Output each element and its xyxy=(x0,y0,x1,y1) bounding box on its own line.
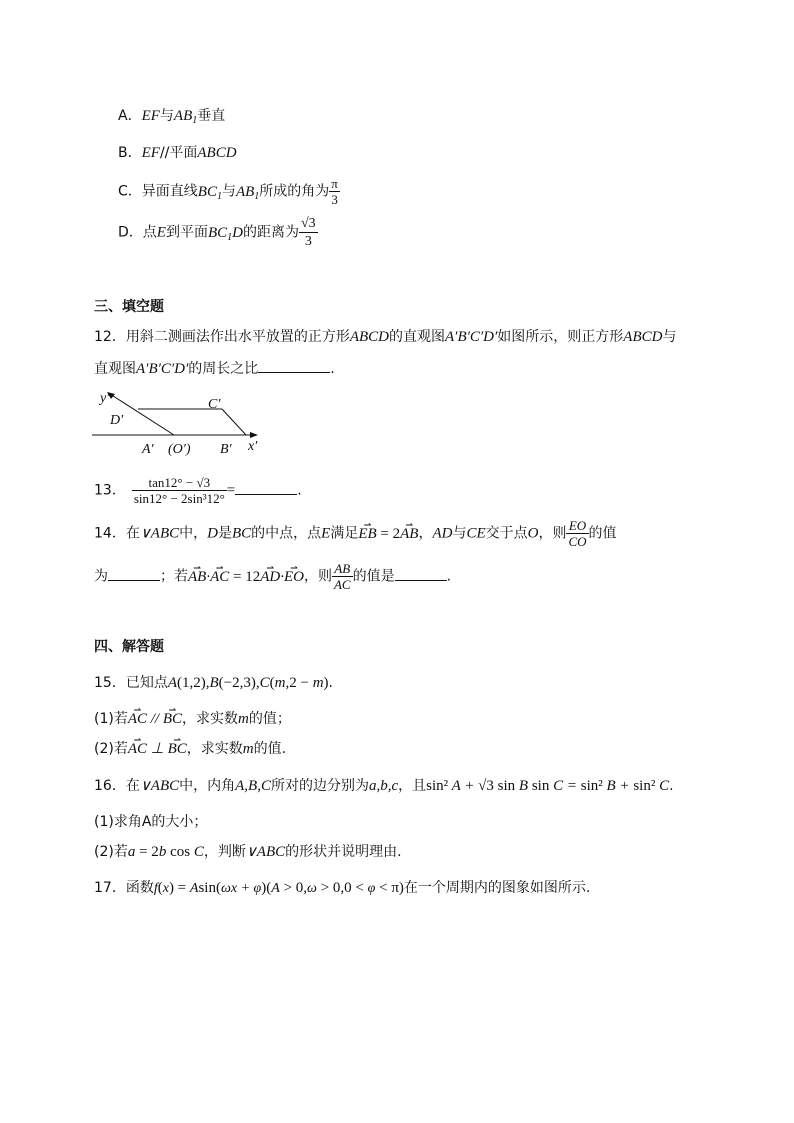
math-sine-equation: sin² A + √3 sin B sin C = sin² B + sin² C xyxy=(426,778,670,794)
q12-period: . xyxy=(330,361,335,377)
math-m: m xyxy=(242,741,254,757)
math-bc: BC xyxy=(231,525,252,542)
label-a-prime: A′ xyxy=(142,442,154,457)
q12-text: 的直观图 xyxy=(389,329,445,345)
frac-numerator: √3 xyxy=(300,216,316,231)
math-ce: CE xyxy=(466,525,486,542)
q12-line1 xyxy=(94,327,676,347)
q16-part1: (1)求角A的大小； xyxy=(94,814,208,830)
fraction-sqrt3-over-3 xyxy=(299,215,318,250)
math-apbpcpdp: A′B′C′D′ xyxy=(445,329,498,345)
answer-blank[interactable] xyxy=(258,358,330,373)
edge-c-b xyxy=(222,409,246,435)
q14-period: . xyxy=(446,568,452,585)
q16-text: . xyxy=(669,778,674,794)
option-b xyxy=(118,143,237,163)
math-ef: EF xyxy=(141,108,160,124)
math-ac-parallel-bc: ⇀ AC // ⇀ BC xyxy=(128,711,182,727)
q15-text: 15．已知点 xyxy=(94,675,168,691)
q14-text: 是 xyxy=(217,525,232,542)
section-title-fill-blank: 三、填空题 xyxy=(94,299,164,315)
q13-equals: = xyxy=(226,482,236,499)
math-function-def: f(x) = Asin(ωx + φ)(A > 0,ω > 0,0 < φ < π) xyxy=(153,880,404,896)
q14-text: 的值 xyxy=(588,525,617,542)
q14-text: 的值是 xyxy=(352,568,395,585)
q15-line1 xyxy=(94,673,333,693)
option-d-mid: 到平面 xyxy=(165,224,208,241)
q15-text: (2)若 xyxy=(94,741,128,757)
section-title-solutions: 四、解答题 xyxy=(94,639,164,655)
math-bc1: $BC_1$ xyxy=(197,183,222,202)
frac-numerator: π xyxy=(331,176,338,191)
x-axis-arrow-icon xyxy=(250,432,258,438)
q15-text: ，求实数 xyxy=(186,741,243,757)
oblique-projection-figure xyxy=(88,386,268,458)
option-a-tail: 垂直 xyxy=(197,108,226,124)
option-a-text: 与 xyxy=(159,108,174,124)
q16-text: ，且 xyxy=(398,778,427,794)
q16-text: 16．在 xyxy=(94,778,140,794)
math-m: m xyxy=(238,711,249,727)
option-a-label: A． xyxy=(118,108,142,124)
q16-text: (2)若 xyxy=(94,844,128,860)
q13-period: . xyxy=(297,482,302,499)
q15-part2 xyxy=(94,739,286,759)
math-triangle-abc: ∨ABC xyxy=(139,778,180,794)
option-d-label: D． xyxy=(118,224,143,241)
q12-text: 与 xyxy=(662,329,677,345)
q14-line2 xyxy=(94,561,451,592)
q12-text: 的周长之比 xyxy=(188,361,259,377)
math-ab1: $AB_1$ xyxy=(235,183,260,202)
q17-text: 在一个周期内的图象如图所示. xyxy=(403,880,591,896)
fraction-eo-over-co xyxy=(566,518,588,549)
q14-text: 交于点 xyxy=(485,525,528,542)
q14-text: 的中点，点 xyxy=(251,525,322,542)
math-ad: AD xyxy=(432,525,453,542)
q12-text: 12．用斜二测画法作出水平放置的正方形 xyxy=(94,329,350,345)
q15-text: (1)若 xyxy=(94,711,128,727)
option-a xyxy=(118,106,225,131)
math-dot-product-condition: ⇀ AB·⇀ AC = 12⇀ AD·⇀ EO xyxy=(188,569,304,585)
label-y-prime: y′ xyxy=(100,391,110,406)
fraction-ab-over-ac xyxy=(332,561,353,592)
option-b-text: //平面 xyxy=(159,145,198,161)
math-triangle-abc: ∨ABC xyxy=(245,844,286,860)
q15-text: ，求实数 xyxy=(182,711,239,727)
label-c-prime: C′ xyxy=(208,397,221,412)
frac-denominator: 3 xyxy=(304,234,312,249)
math-abcd: ABCD xyxy=(349,329,389,345)
label-d-prime: D′ xyxy=(110,413,124,428)
frac-denominator: 3 xyxy=(331,192,338,207)
q13 xyxy=(94,475,302,506)
q17-line xyxy=(94,878,590,899)
option-d-pre: 点 xyxy=(142,224,157,241)
math-e: E xyxy=(321,525,331,542)
q16-text: ，判断 xyxy=(203,844,246,860)
q15-text: 的值. xyxy=(253,741,287,757)
frac-numerator: tan12° − √3 xyxy=(132,475,227,491)
q15-part1 xyxy=(94,709,291,729)
answer-blank[interactable] xyxy=(235,480,297,495)
math-a-eq-2bcosc: a = 2b cos C xyxy=(127,844,204,860)
q12-line2 xyxy=(94,358,335,379)
q14-text: ；若 xyxy=(160,568,188,585)
math-ab1: $AB_1$ xyxy=(173,108,198,126)
q14-line1 xyxy=(94,518,617,549)
math-abcd: ABCD xyxy=(197,145,237,161)
math-points: A(1,2),B(−2,3),C(m,2 − m) xyxy=(167,675,329,691)
q17-text: 17．函数 xyxy=(94,880,154,896)
q14-text: ，则 xyxy=(303,568,332,585)
math-bc1d: $BC_1D$ xyxy=(207,224,243,243)
q16-text: 中，内角 xyxy=(179,778,236,794)
math-e: E xyxy=(156,224,166,241)
q12-text: 如图所示，则正方形 xyxy=(497,329,624,345)
q16-text: 所对的边分别为 xyxy=(270,778,369,794)
math-apbpcpdp: A′B′C′D′ xyxy=(136,361,189,377)
frac-denominator: CO xyxy=(568,534,587,549)
q12-text: 直观图 xyxy=(94,361,136,377)
option-c xyxy=(118,176,340,207)
math-o: O xyxy=(527,525,539,542)
frac-numerator: AB xyxy=(332,561,353,577)
q14-text: 满足 xyxy=(330,525,359,542)
q13-fraction xyxy=(132,475,227,506)
option-c-mid: 与 xyxy=(221,183,236,200)
option-b-label: B． xyxy=(118,145,142,161)
math-eb-eq-2ab: ⇀ EB = 2⇀ AB xyxy=(358,526,418,542)
label-b-prime: B′ xyxy=(220,442,232,457)
math-abcd: ABCD xyxy=(623,329,663,345)
option-c-label: C． xyxy=(118,183,142,200)
q14-text: 与 xyxy=(452,525,467,542)
q14-text: 中， xyxy=(179,525,208,542)
frac-denominator: sin12° − 2sin³12° xyxy=(133,491,225,506)
answer-blank[interactable] xyxy=(395,566,447,581)
math-abc-angles: A,B,C xyxy=(235,778,271,794)
option-d xyxy=(118,215,318,250)
q15-text: 的值； xyxy=(248,711,291,727)
math-ef: EF xyxy=(141,145,160,161)
label-o-prime: (O′) xyxy=(168,442,191,457)
frac-numerator: EO xyxy=(566,518,588,534)
option-c-post: 所成的角为 xyxy=(259,183,330,200)
q16-part2 xyxy=(94,842,402,862)
fraction-pi-over-3 xyxy=(329,176,340,207)
q16-line1 xyxy=(94,776,674,796)
q13-label: 13． xyxy=(94,482,126,499)
label-x-prime: x′ xyxy=(248,439,258,454)
math-d: D xyxy=(207,525,218,542)
math-triangle-abc: ∨ABC xyxy=(139,525,180,542)
q14-text: ，则 xyxy=(538,525,567,542)
answer-blank[interactable] xyxy=(108,566,160,581)
frac-denominator: AC xyxy=(333,577,351,592)
option-d-post: 的距离为 xyxy=(242,224,299,241)
q15-period: . xyxy=(328,675,333,691)
q14-text: 为 xyxy=(94,568,108,585)
option-c-pre: 异面直线 xyxy=(141,183,198,200)
q14-text: 14．在 xyxy=(94,525,140,542)
q14-text: ， xyxy=(418,525,433,542)
q16-text: 的形状并说明理由. xyxy=(285,844,402,860)
math-ac-perp-bc: ⇀ AC ⊥ ⇀ BC xyxy=(128,741,187,757)
math-abc-sides: a,b,c xyxy=(368,778,399,794)
